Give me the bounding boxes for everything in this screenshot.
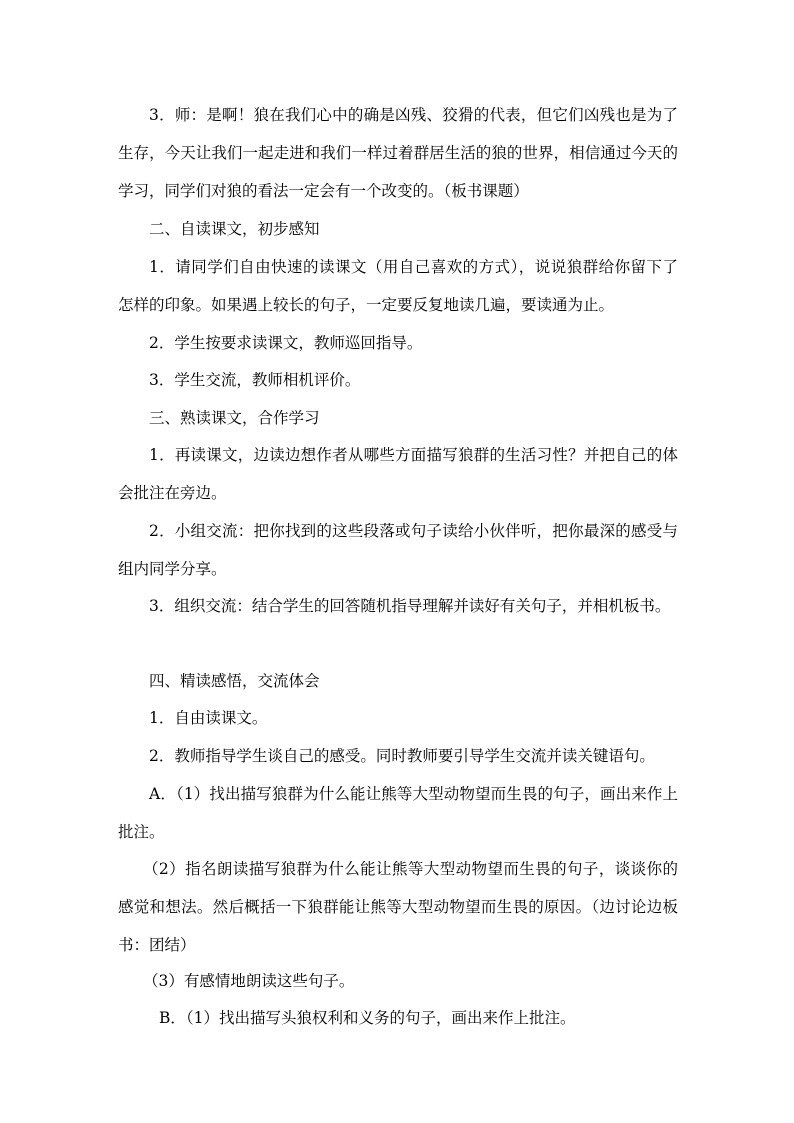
paragraph-step-2-2: 2．学生按要求读课文，教师巡回指导。 [149, 334, 423, 352]
paragraph-step-2-1: 1．请同学们自由快速的读课文（用自己喜欢的方式），说说狼群给你留下了怎样的印象。如果遇上较长的句子，一定要反复地读几遍，要读通为止。 [118, 258, 678, 314]
heading-section-3: 三、熟读课文，合作学习 [149, 409, 320, 427]
paragraph-item-a3: （3）有感情地朗读这些句子。 [143, 972, 355, 990]
heading-section-2: 二、自读课文，初步感知 [149, 220, 320, 238]
paragraph-item-b1: B．（1）找出描写头狼权利和义务的句子，画出来作上批注。 [159, 1009, 576, 1027]
paragraph-teacher-intro: 3．师：是啊！狼在我们心中的确是凶残、狡猾的代表，但它们凶残也是为了生存，今天让我们一起走进和我们一样过着群居生活的狼的世界，相信通过今天的学习，同学们对狼的看法一定会有一个改变的。（板书课题） [118, 106, 678, 200]
paragraph-item-a2: （2）指名朗读描写狼群为什么能让熊等大型动物望而生畏的句子，谈谈你的感觉和想法。然后概括一下狼群能让熊等大型动物望而生畏的原因。（边讨论边板书：团结） [118, 860, 678, 954]
paragraph-step-3-2: 2．小组交流：把你找到的这些段落或句子读给小伙伴听，把你最深的感受与组内同学分享。 [118, 522, 678, 578]
paragraph-step-4-1: 1．自由读课文。 [149, 709, 268, 727]
heading-section-4: 四、精读感悟，交流体会 [149, 672, 320, 690]
paragraph-item-a1: A．（1）找出描写狼群为什么能让熊等大型动物望而生畏的句子，画出来作上批注。 [118, 785, 678, 841]
paragraph-step-4-2: 2．教师指导学生谈自己的感受。同时教师要引导学生交流并读关键语句。 [149, 747, 655, 765]
paragraph-step-2-3: 3．学生交流，教师相机评价。 [149, 371, 361, 389]
paragraph-step-3-3: 3．组织交流：结合学生的回答随机指导理解并读好有关句子，并相机板书。 [149, 597, 671, 615]
paragraph-step-3-1: 1．再读课文，边读边想作者从哪些方面描写狼群的生活习性？并把自己的体会批注在旁边。 [118, 446, 678, 502]
